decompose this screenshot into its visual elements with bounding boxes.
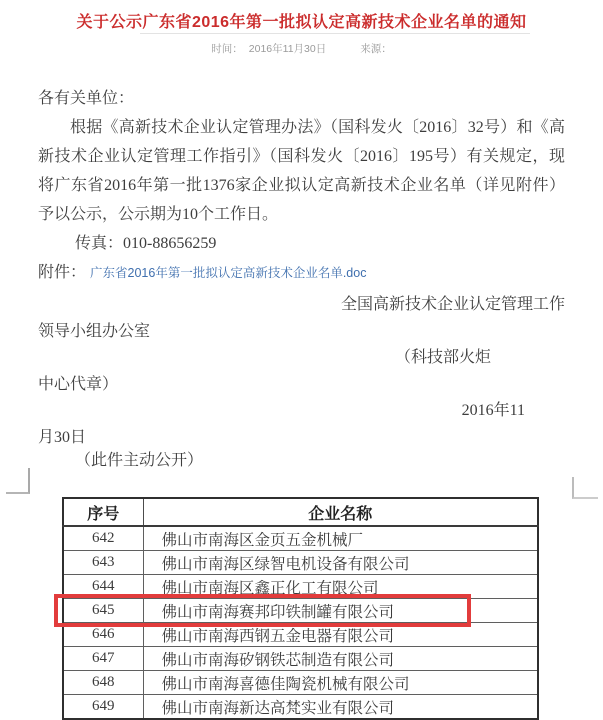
row-company-name: 佛山市南海西钢五金电器有限公司 (143, 623, 538, 647)
table-row (63, 647, 538, 671)
row-company-name: 佛山市南海赛邦印铁制罐有限公司 (143, 599, 538, 623)
company-table (62, 497, 539, 720)
attachment-label: 附件： (38, 264, 87, 281)
row-serial-number: 643 (63, 551, 143, 575)
company-table-body (63, 526, 538, 719)
main-paragraph: 根据《高新技术企业认定管理办法》（国科发火〔2016〕32号）和《高新技术企业认定管理工作指引》（国科发火〔2016〕195号）有关规定，现将广东省2016年第一批1376家企业拟认定高新技术企业名单（详见附件）予以公示，公示期为10个工作日。 (38, 119, 565, 223)
meta-time-value: 2016年11月30日 (248, 43, 327, 55)
row-company-name: 佛山市南海矽钢铁芯制造有限公司 (143, 647, 538, 671)
row-serial-number: 644 (63, 575, 143, 599)
fax-line: 传真：010-88656259 (75, 235, 217, 252)
salutation: 各有关单位： (38, 90, 135, 107)
table-header-no: 序号 (63, 498, 143, 526)
row-serial-number: 649 (63, 695, 143, 720)
page-corner-mark-left (6, 468, 30, 494)
table-header-row (63, 498, 538, 526)
row-company-name: 佛山市南海新达高梵实业有限公司 (143, 695, 538, 720)
table-header-name: 企业名称 (143, 498, 538, 526)
signature-seal-line1: （科技部火炬 (394, 349, 491, 366)
signature-seal-line2: 中心代章） (38, 376, 119, 393)
row-company-name: 佛山市南海区绿智电机设备有限公司 (143, 551, 538, 575)
row-serial-number: 648 (63, 671, 143, 695)
row-serial-number: 647 (63, 647, 143, 671)
row-company-name: 佛山市南海区金页五金机械厂 (143, 526, 538, 551)
page-corner-mark-right (572, 477, 598, 499)
row-serial-number: 645 (63, 599, 143, 623)
signature-date-line2: 月30日 (38, 429, 87, 446)
table-row (63, 695, 538, 720)
row-serial-number: 646 (63, 623, 143, 647)
table-row (63, 623, 538, 647)
signature-date-line1: 2016年11 (461, 402, 525, 419)
table-row (63, 671, 538, 695)
signature-org-line1: 全国高新技术企业认定管理工作 (340, 296, 565, 313)
disclosure-note: （此件主动公开） (75, 452, 204, 469)
company-table-section (62, 497, 539, 720)
page-title: 关于公示广东省2016年第一批拟认定高新技术企业名单的通知 (76, 14, 527, 31)
table-row (63, 551, 538, 575)
table-row (63, 575, 538, 599)
meta-bar (0, 41, 603, 56)
document-body (38, 84, 565, 288)
meta-source-label: 来源： (360, 43, 392, 55)
signature-org-line2: 领导小组办公室 (38, 323, 151, 340)
table-row (63, 526, 538, 551)
row-company-name: 佛山市南海区鑫正化工有限公司 (143, 575, 538, 599)
attachment-line (38, 258, 565, 288)
row-company-name: 佛山市南海喜德佳陶瓷机械有限公司 (143, 671, 538, 695)
title-divider (140, 33, 530, 34)
attachment-link[interactable]: 广东省2016年第一批拟认定高新技术企业名单.doc (90, 266, 367, 280)
row-serial-number: 642 (63, 526, 143, 551)
table-row (63, 599, 538, 623)
meta-time-label: 时间： (211, 43, 243, 55)
